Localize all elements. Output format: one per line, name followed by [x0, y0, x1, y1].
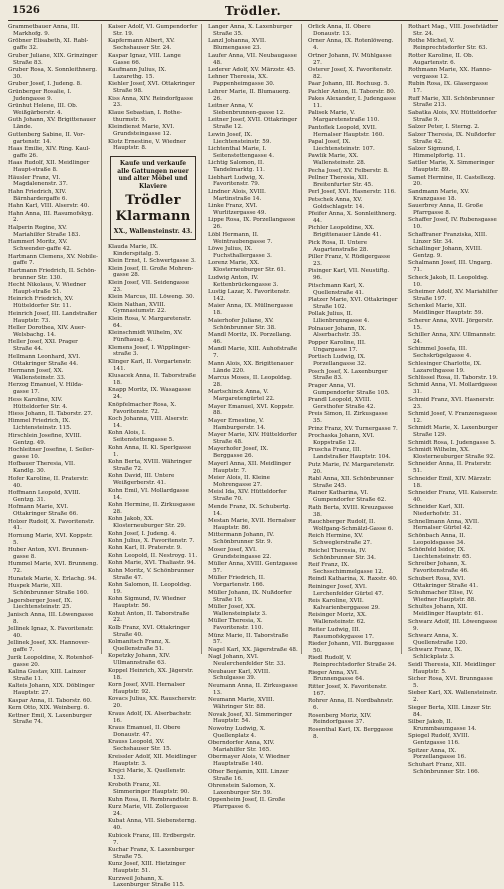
directory-entry: Oberndorfer Anna, XIV. Mariahilfer Str. 165. — [208, 740, 275, 754]
directory-entry: Schwarz Franz, IX. Schlickplatz 3. — [408, 647, 463, 661]
directory-entry: Maier Anna, IX. Müllnergasse 18. — [208, 303, 293, 317]
directory-entry: Gruber Juliane, XIX. Grinzinger Straße 83. — [8, 52, 98, 66]
directory-entry: Grünhut Helene, III. Ob. Weißgärberstr. 4. — [8, 102, 78, 116]
directory-entry: Obermayer Alois, V. Wiedner Hauptstraße 140. — [208, 754, 290, 768]
directory-entry: Reindl Katharina, X. Raxstr. 40. — [308, 576, 398, 583]
directory-entry: Hofmann Marie, XVI. Ottakringer Straße 66. — [8, 504, 79, 518]
directory-entry: Kohn Anna, II. Kl. Sperlgasse 1. — [108, 444, 192, 458]
directory-entry: Rothe Michel, V. Reinprechtsdorfer Str. 63. — [408, 38, 488, 52]
directory-entry: Jellinek Josef, XX. Hannover-gaffe 7. — [8, 640, 90, 654]
directory-entry: Heller Dorothea, XIV. Auer-Welsbachg. 14. — [8, 325, 86, 338]
directory-entry: Schreiber Johann, X. Favoritenstraße 46. — [408, 561, 469, 575]
directory-entry: Kaspar Ignaz, VIII. Lange Gasse 66. — [108, 52, 181, 66]
directory-entry: Hartmann Clemens, XV. Nobile-gaffe 7. — [8, 253, 99, 267]
directory-entry: Hunatek Marie, X. Erlachg. 94. — [8, 575, 97, 582]
directory-entry: Pakes Alexander, I. Judengasse 11. — [308, 96, 397, 109]
directory-entry: Rauchberger Rudolf, II. Wolfgang-Schmälzl-Gasse 6. — [308, 519, 394, 532]
directory-entry: Pisinger Karl, VII. Neustiftg. 96. — [308, 268, 390, 282]
directory-entry: Hofbauer Theresia, VII. Kandlg. 30. — [8, 461, 76, 475]
directory-entry: Halperin Regine, XV. Mariahilfer Straße 183. — [8, 224, 81, 238]
directory-entry: Palisek Marie, V. Margaretenstraße 110. — [308, 110, 380, 124]
directory-entry: Reis Karoline, XVII. Kalvarienberggasse 29. — [308, 598, 380, 611]
directory-entry: Krejci Marie, X. Quellenstr. 132. — [108, 767, 186, 781]
directory-entry: Kohn Moritz, V. Schönbrunner Straße 47. — [108, 567, 194, 581]
directory-entry: Orlick Anna, II. Obere Donaustr. 13. — [308, 24, 371, 37]
directory-entry: Hammerl Moritz, XV. Schwender-gaffe 42. — [8, 239, 72, 253]
directory-entry: Mayer Ernestine, V. Hamburgerstr. 14. — [208, 417, 266, 431]
directory-entry: Kalteis Johann, XIX. Döblinger Hauptstr. 27. — [8, 683, 95, 697]
directory-entry: Mende Franz, IX. Schubertg. 14. — [208, 503, 291, 517]
directory-entry: Lederer Adolf, XV. Märzstr. 45. — [208, 66, 296, 73]
directory-entry: Hochleitner Josefine, I. Seiler-gasse 10. — [8, 446, 94, 460]
directory-entry: Mandl Marie, XIII. Auhofstraße 7. — [208, 346, 298, 360]
directory-entry: Kohn Hermine, II. Zirkusgasse 28. — [108, 501, 195, 515]
directory-entry: Schmid Josef, V. Franzensgasse 12. — [408, 410, 498, 424]
directory-entry: Lewin Josef, IX. Liechtensteinstr. 59. — [208, 131, 272, 145]
directory-entry: Grammetbauer Anna, III. Markhofg. 9. — [8, 24, 80, 37]
directory-entry: Putz Marie, IV. Margaretenstr. 20. — [308, 461, 395, 475]
directory-entry: Huspek Marie, XII. Schönbrunner Straße 160. — [8, 583, 89, 597]
directory-entry: Pfeifer Anna, X. Sonnleithnerg. 44. — [308, 211, 397, 224]
directory-entry: Kopetzky Johann, XIV. Ullmannstraße 63. — [108, 653, 171, 667]
directory-entry: Müller Josef, XX. Wallensteinplatz 3. — [208, 603, 267, 617]
directory-entry: Schmidt Marie, X. Laxenburger Straße 129. — [408, 425, 498, 439]
directory-entry: Ohrenstein Salomon, X. Laxenburger Str. 59. — [208, 783, 276, 796]
directory-entry: Pruscha Franz, III. Landstraßer Hauptstr. 104. — [308, 447, 391, 461]
directory-entry: Rosenberg Moriz, XIV. Reindorfgasse 37. — [308, 712, 372, 726]
directory-entry: Grünberger Rosalie, I. Judengasse 9. — [8, 88, 72, 102]
directory-entry: Hirschlein Josefine, XVIII. Gentzg. 49. — [8, 432, 82, 446]
directory-columns — [8, 24, 498, 889]
directory-entry: Spitzer Anna, IX. Porzellangasse 16. — [408, 747, 466, 761]
directory-entry: Maierhofer Juliane, XV. Schönbrunner Str. 38. — [208, 317, 276, 331]
directory-entry: Lehrer Marie, II. Blumauerg. 26. — [208, 88, 291, 102]
directory-column — [8, 24, 102, 726]
directory-entry: Lanzl Johanna, XVII. Blumengasse 23. — [208, 38, 267, 52]
directory-entry: Neumann Anna, II. Zirkusgasse 13. — [208, 682, 298, 696]
directory-entry: Heller Josef, XXI. Prager Straße 44. — [8, 339, 78, 353]
directory-entry: Kohn Julius, X. Favoritenstr. 7. — [108, 537, 195, 544]
directory-entry: Huber Anton, XVI. Brunnen-gasse 8. — [8, 547, 89, 561]
directory-entry: Hahn Anna, III. Rasumofskyg. 2. — [8, 210, 94, 224]
directory-entry: Paar Johann, III. Rochusg. 5. — [308, 81, 390, 88]
directory-entry: Schönbach Anna, II. Leopoldsgasse 34. — [408, 532, 466, 546]
directory-entry: Neumann Marie, XVIII. Währinger Str. 88. — [208, 697, 275, 711]
directory-entry: Klein Josef, VII. Seidengasse 23. — [108, 279, 190, 293]
directory-entry: Scherer Anna, XVII. Jörgerstr. 15. — [408, 317, 494, 331]
directory-entry: Osterer Josef, X. Favoritenstr. 82. — [308, 66, 393, 80]
directory-entry: Hofer Karoline, II. Praterstr. 40. — [8, 475, 89, 489]
directory-entry: Prinz Franz, XV. Turnergasse 7. — [308, 425, 398, 432]
directory-entry: Pawlik Marie, XX. Wallensteinstr. 28. — [308, 153, 366, 167]
directory-entry: Pecha Josef, XV. Felberstr. 8. — [308, 167, 389, 174]
directory-entry: Müller Johann, IX. Nußdorfer Straße 19. — [208, 589, 292, 603]
directory-entry: Ruff Marie, XII. Schönbrunner Straße 213. — [408, 95, 495, 109]
directory-entry: Meier Alois, II. Kleine Mohrengasse 27. — [208, 475, 270, 488]
directory-entry: Kohn Karl, II. Praterstr. 9. — [108, 545, 182, 552]
directory-entry: Pick Rosa, II. Untere Augartenstraße 28. — [308, 239, 369, 253]
directory-entry: Schiller Anna, XIV. Ullmannstr. 24. — [408, 331, 496, 345]
directory-entry: Kraus Emanuel, II. Obere Donaustr. 47. — [108, 725, 181, 738]
directory-entry: Schnellmann Anna, XVII. Hernalser Gürtel 42. — [408, 518, 480, 532]
ad-brand-name: Trödler Klarmann — [115, 193, 191, 225]
directory-entry: Schlüssel Rosa, II. Taborstr. 19. — [408, 374, 498, 381]
directory-entry: Knapp Moritz, IX. Wasagasse 24. — [108, 387, 191, 401]
ad-address: XX., Wallensteinstr. 43. — [113, 228, 193, 236]
directory-entry: Lippe Rosa, IX. Porzellangasse 26. — [208, 217, 296, 231]
directory-entry: Kohn Josef, I. Judeng. 4. — [108, 530, 177, 537]
directory-entry: Heinrich Josef, III. Landstraßer Hauptstr. 73. — [8, 310, 98, 324]
directory-entry: Martschinck Anna, V. Margaretengürtel 22. — [208, 389, 275, 403]
directory-entry: Schwarz Anna, X. Quellenstraße 120. — [408, 633, 468, 646]
directory-entry: Mayerl Anna, XII. Meidlinger Hauptstr. 7. — [208, 460, 292, 474]
directory-entry: Klinger Karl, II. Vorgartenstr. 141. — [108, 358, 192, 372]
directory-entry: Jurik Leopoldine, X. Rotenhof-gasse 20. — [8, 654, 94, 668]
directory-entry: Kohn Marie, XVI. Thaliastr. 94. — [108, 560, 196, 567]
directory-entry: Perl Josef, XVI. Hasnerstr. 116. — [308, 189, 396, 196]
directory-entry: Sabatka Alois, XV. Hütteldorfer Straße 9. — [408, 109, 497, 123]
directory-entry: Jellinek Ignaz, X. Favoritenstr. 40. — [8, 626, 94, 640]
directory-entry: Orner Anna, IX. Rotenlöweng. 4. — [308, 38, 394, 52]
directory-entry: Petschek Anna, XV. Goldschlagstr. 14. — [308, 196, 365, 210]
directory-entry: Prager Anna, VI. Gumpendorfer Straße 105. — [308, 382, 390, 396]
directory-entry: Novak Josef, XI. Simmeringer Hauptstr. 54. — [208, 711, 293, 725]
directory-entry: Schlesinger Charlotte, IX. Lazarethgasse 19. — [408, 360, 482, 374]
directory-entry: Janisch Anna, III. Löwengasse 8. — [8, 611, 94, 625]
directory-entry: Prandl Leopold, XVIII. Gersthofer Straße 42. — [308, 397, 376, 411]
ad-top-text: Kaufe und verkaufe alle Gattungen neuer und alter Möbel und Klaviere — [117, 160, 189, 190]
directory-entry: Rieger Anna, XVI. Brunnengasse 64. — [308, 669, 365, 683]
page-header — [8, 4, 498, 21]
directory-entry: Nagl Johann, XVI. Neulerchenfelder Str. 33. — [208, 654, 286, 668]
directory-entry: Mandl Moritz, IX. Porzellang. 46. — [208, 331, 292, 345]
directory-entry: Kalina Gustav, XIII. Lainzer Straße 11. — [8, 669, 86, 682]
directory-entry: Pachler Anton, II. Taborstr. 80. — [308, 88, 396, 95]
directory-entry: Rotter Karoline, II. Ob. Augartenstr. 6. — [408, 52, 474, 66]
directory-entry: Preis Simon, II. Zirkusgasse 35. — [308, 411, 388, 425]
directory-entry: Koch Johanna, VIII. Alserstr. 14. — [108, 416, 189, 429]
directory-entry: Hornung Marie, XVI. Koppstr. 5. — [8, 532, 93, 546]
directory-entry: Silber Jakob, II. Krummbaumgasse 14. — [408, 718, 477, 732]
directory-entry: Lichtenthal Marie, I. Seitenstettengasse 4. — [208, 145, 275, 159]
directory-entry: Mayer Emanuel, XVI. Koppstr. 88. — [208, 403, 294, 417]
directory-entry: Sicher Rosa, XVI. Brunngasse 5. — [408, 675, 493, 689]
directory-entry: Schaffer Josef, IV. Rubensgasse 10. — [408, 217, 497, 231]
directory-entry: Rabl Anna, XII. Schönbrunner Straße 245. — [308, 476, 394, 489]
directory-entry: Platzer Marie, XVI. Ottakringer Straße 102. — [308, 296, 398, 310]
running-head: Trödler. — [224, 4, 282, 18]
directory-entry: Kiss Anna, XIV. Reindorfgasse 23. — [108, 95, 194, 109]
directory-entry: Hoffmann Leopold, XVIII. Gentzg. 31. — [8, 489, 81, 503]
directory-entry: Papal Josef, IX. Liechtensteinstr. 107. — [308, 139, 375, 152]
directory-entry: Laufer Anna, VII. Neubaugasse 48. — [208, 52, 297, 66]
directory-entry: Kohn David, III. Untere Weißgerberstr. 41. — [108, 473, 175, 487]
directory-entry: Lustig Lazar, X. Favoritenstr. 142. — [208, 289, 291, 302]
directory-entry: Schneider Franz, VII. Kaiserstr. 40. — [408, 489, 498, 503]
directory-entry: Pellner Theresia, XII. Breitenfurter Str. 45. — [308, 175, 373, 188]
directory-entry: Reiter Ludwig, III. Rasumofskygasse 17. — [308, 626, 374, 640]
directory-entry: Löwe Julius, IX. Fuchsthallergasse 3. — [208, 246, 272, 259]
directory-entry: Kapfermann Albert, XV. Sechshauser Str. 24. — [108, 38, 175, 52]
directory-entry: Ortner Johann, IV. Mühlgasse 27. — [308, 52, 392, 66]
directory-entry: Lorenz Marie, XX. Klosterneuburger Str. 61. — [208, 260, 286, 274]
advertisement-box — [110, 156, 196, 240]
directory-entry: Kurzweil Johann, X. Laxenburger Straße 115. — [108, 875, 185, 889]
directory-entry: Klemens Josef, I. Wipplinger-straße 3. — [108, 344, 191, 358]
directory-entry: Münz Marie, II. Taborstraße 57. — [208, 632, 289, 646]
directory-entry: Kiehler Josef, XVI. Ottakringer Straße 98. — [108, 81, 195, 95]
directory-entry: Ritter Josef, X. Favoritenstr. 167. — [308, 683, 387, 697]
directory-entry: Rosenthal Karl, IX. Berggasse 8. — [308, 726, 394, 740]
directory-entry: Kohn Sigmund, IV. Wiedner Hauptstr. 56. — [108, 596, 186, 610]
directory-entry: Kern Otto, XIX. Weinberg. 6. — [8, 705, 90, 712]
directory-entry: Kettner Emil, X. Laxenburger Straße 74. — [8, 712, 92, 726]
directory-entry: Samet Hermine, II. Castellezg. 20. — [408, 174, 496, 188]
directory-entry: Linke Franz, XVI. Wurlitzergasse 49. — [208, 203, 267, 217]
directory-entry: Pichler Leopoldine, XX. Brigittenauer Lände 41. — [308, 225, 382, 239]
directory-entry: Kuhn Rosa, II. Rembrandtstr. 8. — [108, 796, 198, 803]
directory-entry: Schimmel Josefa, III. Sechskrügelgasse 4. — [408, 346, 472, 360]
directory-entry: Portisch Ludwig, IX. Porzellangasse 32. — [308, 354, 366, 368]
directory-entry: Klein Nathan, XVIII. Gymnasiumstr. 22. — [108, 301, 167, 315]
directory-entry: Kubicek Franz, III. Erdbergstr. 7. — [108, 832, 196, 846]
directory-entry: Klein Marcus, III. Löweng. 30. — [108, 294, 195, 301]
directory-entry: Müller Theresia, X. Favoritenstr. 110. — [208, 618, 264, 632]
directory-entry: Pantoflek Leopold, XVII. Hernalser Hauptstr. 160. — [308, 124, 385, 138]
directory-entry: Klusacek Anna, II. Taborstraße 18. — [108, 373, 196, 387]
directory-entry: Schmid Franz, XVI. Hasnerstr. 23. — [408, 396, 495, 410]
directory-entry: Kunz Josef, XIII. Hietzinger Hauptstr. 51. — [108, 861, 186, 875]
directory-entry: Guth Johann, XV. Brigittenauer Lände. — [8, 117, 96, 131]
directory-entry: Popper Karoline, III. Ungargasse 17. — [308, 339, 366, 353]
directory-entry: Schuhart Franz, XII. Schönbrunner Str. 166. — [408, 761, 480, 775]
directory-entry: Kohn Jakob, XX. Klosterneuburger Str. 29. — [108, 516, 186, 530]
directory-entry: Himmel Friedrich, IX. Lichtensteinstr. 115. — [8, 418, 72, 432]
directory-entry: Haas Emilie, XIV. Ring. Kaul-gaffe 26. — [8, 145, 91, 159]
directory-entry: Kubat Anna, VII. Siebensterng. 40. — [108, 818, 197, 832]
directory-entry: Mann Alois, XX. Brigittenauer Lände 220. — [208, 360, 294, 374]
directory-entry: Neubauer Karl, XVIII. Schulgasse 39. — [208, 668, 271, 682]
directory-entry: Kohn Salomon, II. Leopoldsg. 19. — [108, 581, 192, 595]
directory-entry: Kleindienst Marie, XVI. Grundsteingasse 12. — [108, 124, 175, 138]
directory-entry: Rieder Johann, VII. Burggasse 50. — [308, 640, 394, 654]
directory-entry: Haas Rudolf, XII. Meidlinger Haupt-straße 8. — [8, 160, 90, 174]
directory-entry: Kaiser Adolf, VI. Gumpendorfer Str. 19. — [108, 24, 198, 37]
directory-entry: Hartmann Friedrich, II. Schön-brunner Str. 130. — [8, 267, 97, 281]
directory-entry: Hess Karoline, XIV. Hütteldorfer Str. 4. — [8, 396, 68, 410]
directory-entry: Schaffraner Franziska, XIII. Linzer Str. 34. — [408, 231, 488, 245]
directory-entry: Spiegel Rudolf, XVIII. Gentzgasse 116. — [408, 733, 470, 747]
directory-entry: Rohrer Anna, II. Nordbahnstr. 6. — [308, 698, 394, 712]
directory-entry: Ludwig Anton, IV. Kettenbrückengasse 3. — [208, 274, 279, 288]
directory-entry: Lichtig Salomon, II. Tandelmarktg. 11. — [208, 160, 265, 174]
directory-entry: Lehner Theresia, XX. Pappenheimgasse 30. — [208, 74, 275, 88]
directory-entry: Mestan Marie, XVII. Hernalser Hauptstr. 86. — [208, 518, 296, 531]
directory-entry: Schneider Karl, XII. Niederhofstr. 31. — [408, 504, 465, 518]
directory-entry: Schmidt Rosa, I. Judengasse 5. — [408, 439, 496, 446]
directory-entry: Sieber Karl, XX. Wallensteinstr. 2. — [408, 690, 498, 704]
directory-entry: Ofner Benjamin, XIII. Linzer Straße 16. — [208, 768, 289, 782]
directory-entry: Leitner Anna, V. Siebenbrunnen-gasse 12. — [208, 102, 285, 116]
directory-entry: Posch Josef, X. Laxenburger Straße 83. — [308, 368, 388, 382]
directory-entry: Nagel Karl, XX. Jägerstraße 48. — [208, 646, 298, 653]
directory-entry: Hermann Josef, XX. Wallensteinstr. 33. — [8, 368, 66, 381]
directory-entry: Gruber Josef, I. Judeng. 8. — [8, 81, 82, 88]
directory-entry: Schallinger Johann, XVIII. Gentzg. 9. — [408, 246, 482, 259]
directory-entry: Mittermann Johann, IV. Schönbrunner Str. 9. — [208, 532, 274, 546]
directory-entry: Sauerbrey Anna, II. Große Pfarrgasse 8. — [408, 203, 483, 217]
directory-entry: Schmid Anna, VI. Mollardgasse 31. — [408, 382, 498, 396]
directory-entry: Holzer Rudolf, X. Favoritenstr. 41. — [8, 518, 95, 532]
directory-entry: Piller Franz, V. Rüdigergasse 23. — [308, 254, 391, 267]
directory-entry: Polnauer Johann, IX. Alserbachstr. 35. — [308, 325, 367, 339]
directory-entry: Rainer Katharina, VI. Gumpendorfer Straße 62. — [308, 490, 387, 504]
directory-entry: Herzog Emanuel, V. Hilda-gasse 17. — [8, 382, 83, 396]
directory-entry: Kolmanitsch Franz, X. Quellenstraße 51. — [108, 639, 171, 653]
directory-entry: Knöpfelmacher Rosa, X. Favoritenstr. 72. — [108, 401, 177, 415]
directory-entry: Hummel Marie, XVI. Brunneng. 72. — [8, 561, 99, 575]
directory-entry: Rothmann Marie, XX. Hanno-vergasse 12. — [408, 66, 492, 80]
directory-entry: Kraus Adolf, IX. Alserbachstr. 16. — [108, 710, 192, 724]
directory-entry: Kohn Emil, VI. Mollardgasse 14. — [108, 487, 189, 501]
directory-entry: Schönfeld Isidor, IX. Liechtensteinstr. 65. — [408, 547, 472, 561]
directory-entry: Jagersberger Josef, IX. Liechtensteinstr. 25. — [8, 597, 73, 611]
directory-entry: Kurz Marie, VII. Zollergasse 24. — [108, 804, 189, 817]
directory-entry: Schubert Rosa, XVI. Ottakringer Straße 41. — [408, 575, 479, 589]
directory-entry: Schultes Johann, XII. Meidlinger Hauptstr. 61. — [408, 604, 484, 618]
directory-entry: Reif Franz, IX. Sechsschimmelgasse 12. — [308, 561, 384, 575]
directory-entry: Riedl Rudolf, V. Reinprechtsdorfer Straße 24. — [308, 655, 397, 669]
directory-entry: Schalmann Josef, III. Ungarg. 71. — [408, 260, 492, 274]
directory-column — [208, 24, 302, 811]
directory-entry: Kovacs Julius, XX. Rauscherstr. 20. — [108, 696, 197, 710]
directory-entry: Krauss Leopold, XV. Sechshauser Str. 15. — [108, 739, 172, 753]
directory-entry: Reininger Josef, XVI. Lerchenfelder Gürtel 47. — [308, 583, 384, 597]
directory-entry: Liebhart Ludwig, X. Favoritenstr. 79. — [208, 174, 265, 188]
directory-entry: Kroboth Franz, XI. Simmeringer Hauptstr. 90. — [108, 782, 190, 796]
directory-entry: Kohn Leopold, II. Nestroyg. 11. — [108, 552, 198, 559]
directory-entry: Schmidt Wilhelm, XX. Klosterneuburger Straße 92. — [408, 446, 495, 460]
directory-entry: Scheimer Adolf, XV. Mariahilfer Straße 197. — [408, 289, 498, 302]
directory-entry: Klaue Sebastian, I. Rothe-thurmstr. 9. — [108, 109, 182, 123]
directory-entry: Salzer Theresia, IX. Nußdorfer Straße 42. — [408, 131, 496, 145]
directory-entry: Salzer Peter, I. Sterng. 2. — [408, 124, 480, 131]
directory-entry: Rothart Mag., VIII. Josefstädter Str. 24. — [408, 24, 498, 37]
directory-entry: Nowotny Ludwig, X. Quellenplatz 4. — [208, 725, 266, 739]
directory-entry: Schuhmacher Elise, IV. Wiedner Hauptstr. 88. — [408, 590, 476, 603]
directory-entry: Heinrich Friedrich, XV. Hütteldorfer Str. 11. — [8, 296, 74, 310]
directory-entry: Seidl Theresia, XII. Meidlinger Hauptstr. 5. — [408, 661, 496, 675]
directory-entry: Meisl Ida, XIV. Hütteldorfer Straße 70. — [208, 489, 287, 503]
directory-entry: Klauda Marie, IX. Kinderspitalg. 5. — [108, 243, 161, 257]
directory-entry: Lindner Alois, XVIII. Martinstraße 14. — [208, 188, 266, 202]
directory-entry: Schenkel Marie, XII. Meidlinger Hauptstr. 59. — [408, 303, 484, 317]
directory-entry: Schneider Anna, II. Praterstr. 51. — [408, 461, 492, 475]
directory-entry: Rubin Rosa, IX. Glasergasse 17. — [408, 81, 489, 95]
directory-entry: Reichel Theresia, IV. Schönbrunner Str. 34. — [308, 547, 376, 561]
directory-entry: Reich Hermine, XV. Schweglerstraße 27. — [308, 533, 372, 547]
directory-entry: Hiess Johann, II. Taborstr. 27. — [8, 410, 93, 417]
directory-entry: Häusler Franz, VI. Magdalenenstr. 37. — [8, 174, 68, 188]
directory-entry: Reisinger Moriz, XX. Wallensteinstr. 62. — [308, 612, 367, 626]
directory-entry: Scheck Jakob, II. Leopoldsg. 10. — [408, 274, 489, 288]
page-number: 1526 — [12, 5, 40, 16]
directory-entry: Mayerhofer Josef, IX. Berggasse 26. — [208, 446, 269, 460]
directory-entry: Müller Friedrich, II. Vorgartenstr. 166. — [208, 575, 265, 589]
directory-entry: Mayer Marie, XIV. Hütteldorfer Straße 48. — [208, 432, 297, 446]
directory-entry: Marcus Moses, II. Leopoldsg. 28. — [208, 374, 292, 388]
directory-entry: Pitschmann Karl, X. Quellenstraße 41. — [308, 282, 365, 296]
directory-entry: Klein Ernst, I. Schwertgasse 3. — [108, 258, 196, 265]
directory-entry: Kreissler Adolf, XII. Meidlinger Hauptstr. 3. — [108, 753, 197, 767]
directory-entry: Koppel Heinrich, XX. Jägerstr. 18. — [108, 667, 194, 681]
directory-entry: Müller Anna, XVIII. Gentzgasse 57. — [208, 560, 298, 574]
directory-entry: Kohut Anton, II. Taborstraße 22. — [108, 610, 190, 624]
directory-entry: Klein Josef, II. Große Mohren-gasse 28. — [108, 265, 194, 279]
directory-entry: Kohn Alois, I. Seitenstettengasse 5. — [108, 430, 175, 444]
directory-entry: Kolb Franz, XVI. Ottakringer Straße 40. — [108, 624, 190, 638]
directory-entry: Sattler Marie, X. Simmeringer Hauptstr. 89. — [408, 160, 495, 174]
directory-entry: Guttenberg Sabine, II. Vor-gartenstr. 14. — [8, 131, 85, 145]
directory-entry: Salzer Sigmund, I. Himmelpfortg. 11. — [408, 145, 466, 159]
directory-entry: Moser Josef, XVI. Grundsteingasse 22. — [208, 546, 272, 560]
directory-entry: Sieger Berta, XIII. Linzer Str. 84. — [408, 704, 492, 718]
directory-entry: Hahn Karl, VIII. Alserstr. 40. — [8, 203, 90, 210]
directory-entry: Kaufmann Julius, IX. Lazarethg. 15. — [108, 66, 167, 80]
directory-column — [408, 24, 498, 775]
directory-entry: Gruber Rosa, X. Sonnleithnerg. 30. — [8, 66, 98, 80]
directory-entry: Prochaska Johann, XVI. Koppstraße 12. — [308, 433, 375, 447]
directory-entry: Klotz Ernestine, V. Wiedner Hauptstr. 8. — [108, 138, 186, 152]
directory-entry: Kohn Berta, XVIII. Währinger Straße 72. — [108, 459, 192, 472]
directory-entry: Klein Rosa, V. Margaretenstr. 64. — [108, 315, 192, 329]
directory-entry: Pollak Julius, II. Lilienbrunngasse 4. — [308, 311, 370, 325]
directory-entry: Kleinschmidt Wilhelm, XV. Fünfhausg. 4. — [108, 330, 183, 344]
directory-entry: Leitner Josef, XVII. Ottakringer Straße 12. — [208, 117, 298, 131]
directory-entry: Rath Berta, XVIII. Kreuzgasse 38. — [308, 504, 394, 518]
directory-entry: Langer Anna, X. Laxenburger Straße 35. — [208, 24, 293, 37]
directory-entry: Kaspar Anna, II. Taborstr. 60. — [8, 697, 92, 704]
directory-entry: Schwarz Adolf, III. Löwengasse 9. — [408, 618, 498, 632]
directory-entry: Gröbner Elisabeth, XI. Rabl-gaffe 32. — [8, 38, 89, 52]
directory-entry: Hellmann Leonhard, XVI. Ottakringer Straße 44. — [8, 353, 81, 367]
directory-entry: Sandmann Marie, XV. Kranzgasse 18. — [408, 188, 470, 202]
directory-column — [308, 24, 402, 740]
directory-entry: Korn Josef, XVII. Hernalser Hauptstr. 92. — [108, 682, 186, 695]
directory-entry: Hecht Nikolaus, V. Wiedner Haupt-straße 51. — [8, 282, 87, 296]
directory-entry: Oppenheim Josef, II. Große Pfarrgasse 6. — [208, 797, 286, 811]
directory-entry: Hahn Friedrich, XIV. Bärnhardergaffe 6. — [8, 188, 68, 202]
directory-entry: Schneider Emil, XIV. Märzstr. 18. — [408, 475, 492, 489]
directory-entry: Kuchar Franz, X. Laxenburger Straße 75. — [108, 846, 195, 860]
directory-column — [108, 24, 202, 889]
directory-entry: Löbl Hermann, II. Weintraubengasse 7. — [208, 231, 273, 245]
